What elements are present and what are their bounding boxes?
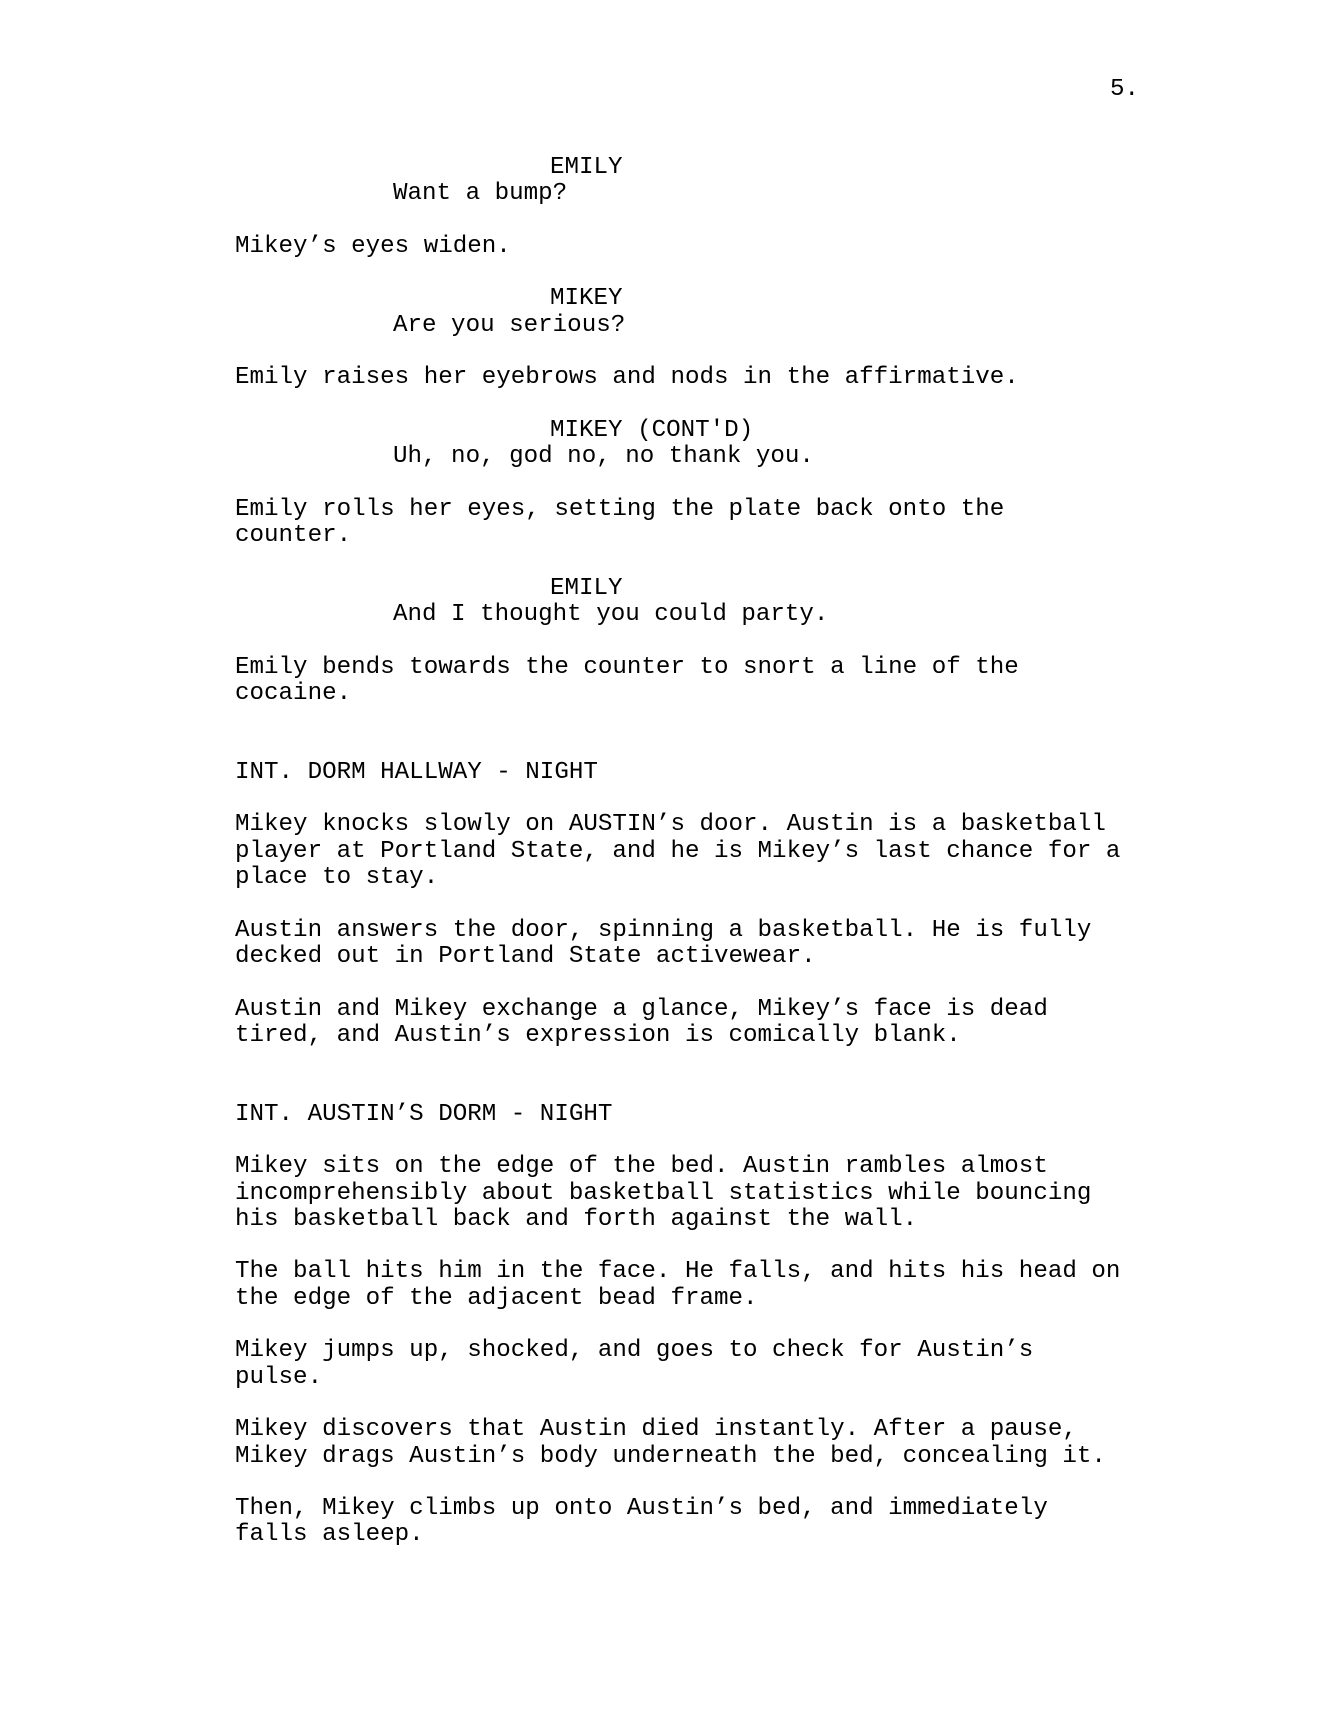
action-line: Mikey drags Austin’s body underneath the bed, concealing it. [235,1442,1106,1470]
dialogue-line: Are you serious? [393,311,626,339]
scene-heading: INT. DORM HALLWAY - NIGHT [235,758,598,786]
action-line: Emily rolls her eyes, setting the plate back onto the [235,495,1005,523]
action-line: incomprehensibly about basketball statistics while bouncing [235,1179,1092,1207]
dialogue-line: And I thought you could party. [393,601,829,629]
action-line: The ball hits him in the face. He falls, and hits his head on [235,1258,1121,1286]
action-line: tired, and Austin’s expression is comically blank. [235,1021,961,1049]
action-line: Mikey knocks slowly on AUSTIN’s door. Austin is a basketball [235,811,1106,839]
action-line: his basketball back and forth against the wall. [235,1205,918,1233]
action-line: Mikey sits on the edge of the bed. Austin rambles almost [235,1153,1048,1181]
action-line: Austin and Mikey exchange a glance, Mikey’s face is dead [235,995,1048,1023]
character-name: MIKEY (CONT'D) [550,416,754,444]
action-line: decked out in Portland State activewear. [235,942,816,970]
page-number: 5. [1110,76,1140,103]
action-line: player at Portland State, and he is Mikey’s last chance for a [235,837,1121,865]
action-line: pulse. [235,1363,323,1391]
action-line: place to stay. [235,864,439,892]
action-line: Mikey’s eyes widen. [235,232,511,260]
character-name: EMILY [550,154,623,181]
action-line: the edge of the adjacent bead frame. [235,1284,758,1312]
action-line: Emily bends towards the counter to snort a line of the [235,653,1019,681]
screenplay-body [235,155,1185,1549]
action-line: Mikey discovers that Austin died instantly. After a pause, [235,1416,1077,1444]
dialogue-line: Want a bump? [393,180,568,208]
action-line: falls asleep. [235,1521,424,1549]
action-line: Austin answers the door, spinning a basketball. He is fully [235,916,1092,944]
action-line: Emily raises her eyebrows and nods in the affirmative. [235,364,1019,392]
character-name: EMILY [550,574,623,602]
action-line: counter. [235,522,352,550]
character-name: MIKEY [550,285,623,313]
action-line: Then, Mikey climbs up onto Austin’s bed, and immediately [235,1495,1048,1523]
scene-heading: INT. AUSTIN’S DORM - NIGHT [235,1100,613,1128]
dialogue-line: Uh, no, god no, no thank you. [393,443,814,471]
action-line: Mikey jumps up, shocked, and goes to check for Austin’s [235,1337,1034,1365]
action-line: cocaine. [235,679,352,707]
